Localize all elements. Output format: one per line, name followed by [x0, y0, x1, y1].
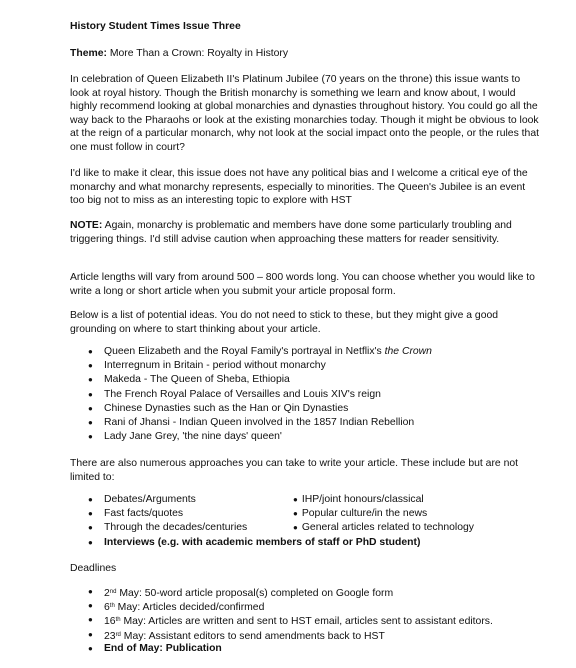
list-item: ● 2nd May: 50-word article proposal(s) completed on Google form [88, 585, 493, 599]
note-paragraph [70, 219, 540, 246]
document-title: History Student Times Issue Three [70, 21, 241, 32]
note-label: NOTE: [70, 220, 103, 231]
list-item: ● The French Royal Palace of Versailles and Louis XIV's reign [88, 388, 432, 402]
list-item: ● Queen Elizabeth and the Royal Family's portrayal in Netflix's the Crown [88, 345, 432, 359]
list-item: ● 6th May: Articles decided/confirmed [88, 599, 493, 613]
bias-paragraph: I'd like to make it clear, this issue does not have any political bias and I welcome a critical eye of the monarchy and what monarchy represents, especially to minorities. The Queen's Jubilee is an event too big not to miss as an interesting topic to explore with HST [70, 168, 528, 207]
theme-line [70, 47, 540, 61]
list-item: ● 23rd May: Assistant editors to send amendments back to HST [88, 628, 493, 642]
note-text: Again, monarchy is problematic and members have done some particularly troubling and triggering things. I'd still advise caution when approaching these matters for reader sensitivity. [70, 220, 512, 245]
list-item: ● Chinese Dynasties such as the Han or Qin Dynasties [88, 402, 432, 416]
list-item: ● End of May: Publication [88, 642, 493, 656]
list-item: ● Debates/Arguments ● IHP/joint honours/classical [88, 493, 518, 507]
approaches-intro: There are also numerous approaches you can take to write your article. These include but are not limited to: [70, 458, 519, 483]
theme-text: More Than a Crown: Royalty in History [109, 48, 289, 59]
approaches-list [88, 493, 518, 550]
list-item: ● Lady Jane Grey, 'the nine days' queen' [88, 430, 432, 444]
list-item: ● Interviews (e.g. with academic members of staff or PhD student) [88, 536, 518, 550]
lengths-paragraph: Article lengths will vary from around 500 – 800 words long. You can choose whether you would like to write a long or short article when you submit your article proposal form. [70, 272, 535, 297]
deadlines-list [88, 585, 493, 656]
list-item: ● Rani of Jhansi - Indian Queen involved in the 1857 Indian Rebellion [88, 416, 432, 430]
list-item: ● Makeda - The Queen of Sheba, Ethiopia [88, 373, 432, 387]
ideas-list [88, 345, 432, 444]
list-item: ● Through the decades/centuries ● General articles related to technology [88, 521, 518, 535]
ideas-intro: Below is a list of potential ideas. You do not need to stick to these, but they might give a good grounding on where to start thinking about your article. [70, 310, 499, 335]
intro-paragraph: In celebration of Queen Elizabeth II's Platinum Jubilee (70 years on the throne) this issue wants to look at royal history. Though the British monarchy is something we learn and know about, I would highly recommend looking at global monarchies and dynasties throughout history. You could go all the way back to the Pharaohs or look at the existing monarchies today. Though it might be obvious to look at the reign of a particular monarch, why not look at the social impact onto the people, or the rules that one must follow in court? [70, 74, 539, 153]
theme-label: Theme: [70, 48, 107, 59]
deadlines-heading: Deadlines [70, 563, 117, 574]
list-item: ● 16th May: Articles are written and sent to HST email, articles sent to assistant editors. [88, 613, 493, 627]
list-item: ● Fast facts/quotes ● Popular culture/in the news [88, 507, 518, 521]
list-item: ● Interregnum in Britain - period without monarchy [88, 359, 432, 373]
